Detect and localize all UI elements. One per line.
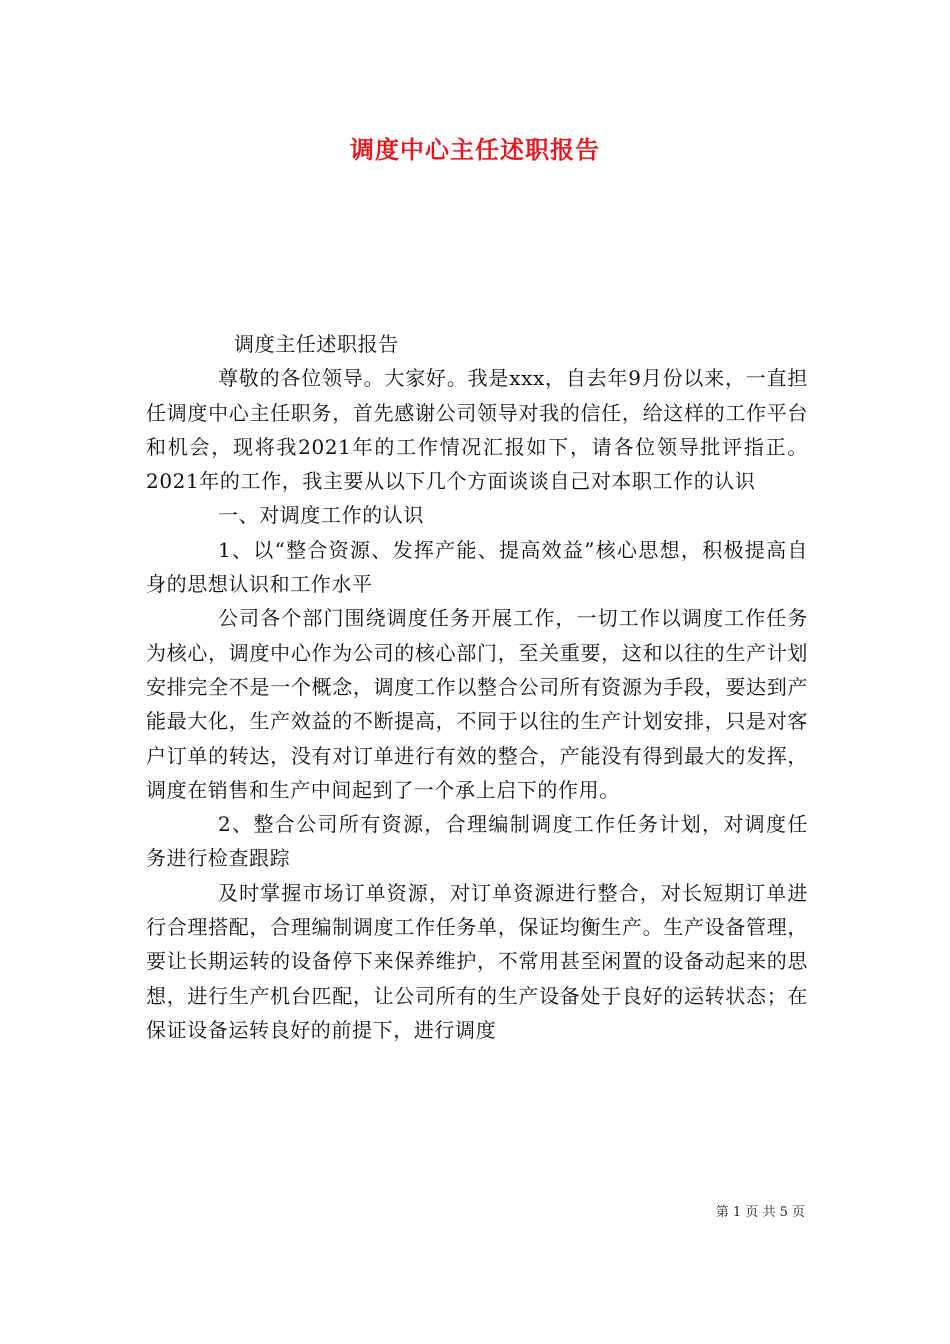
document-subtitle: 调度主任述职报告 — [234, 332, 399, 356]
point-heading-1: 1、以“整合资源、发挥产能、提高效益”核心思想，积极提高自身的思想认识和工作水平 — [146, 537, 808, 597]
point-heading-2: 2、整合公司所有资源，合理编制调度工作任务计划，对调度任务进行检查跟踪 — [146, 812, 808, 871]
document-title: 调度中心主任述职报告 — [350, 135, 600, 164]
paragraph-greeting: 尊敬的各位领导。大家好。我是xxx，自去年9月份以来，一直担任调度中心主任职务，首先感谢公司领导对我的信任，给这样的工作平台和机会，现将我2021年的工作情况汇报如下，请各位领导批评指正。2021年的工作，我主要从以下几个方面谈谈自己对本职工作的认识 — [146, 366, 808, 494]
paragraph-point-1: 公司各个部门围绕调度任务开展工作，一切工作以调度工作任务为核心，调度中心作为公司的核心部门，至关重要，这和以往的生产计划安排完全不是一个概念，调度工作以整合公司所有资源为手段，要达到产能最大化，生产效益的不断提高，不同于以往的生产计划安排，只是对客户订单的转达，没有对订单进行有效的整合，产能没有得到最大的发挥，调度在销售和生产中间起到了一个承上启下的作用。 — [146, 606, 808, 802]
page-number: 第 1 页 共 5 页 — [715, 1205, 805, 1220]
paragraph-point-2: 及时掌握市场订单资源，对订单资源进行整合，对长短期订单进行合理搭配，合理编制调度工作任务单，保证均衡生产。生产设备管理，要让长期运转的设备停下来保养维护，不常用甚至闲置的设备动起来的思想，进行生产机台匹配，让公司所有的生产设备处于良好的运转状态；在保证设备运转良好的前提下，进行调度 — [146, 880, 808, 1042]
section-heading-1: 一、对调度工作的认识 — [218, 503, 424, 528]
document-body — [146, 327, 808, 1047]
